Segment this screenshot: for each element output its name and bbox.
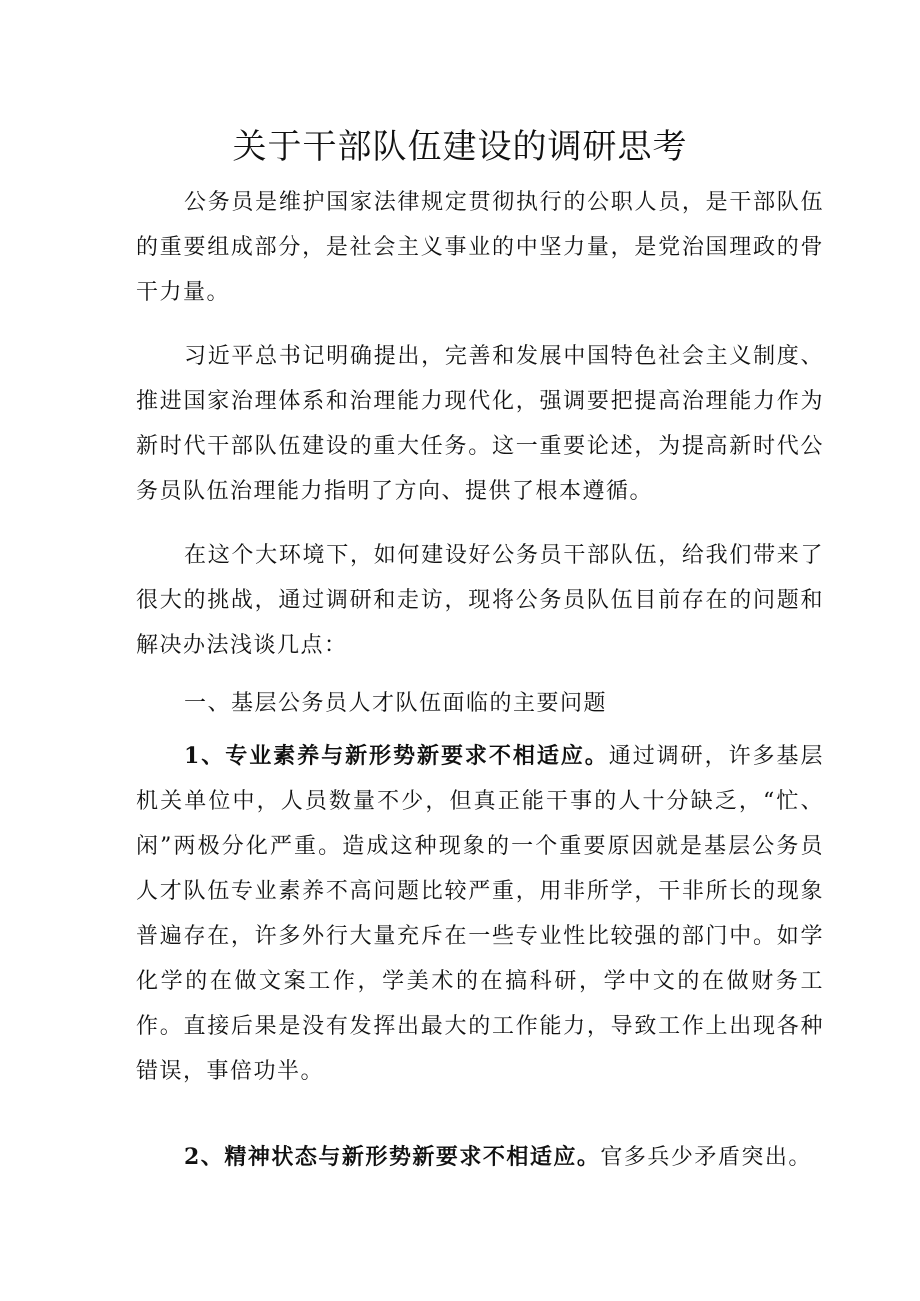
list-item-1 [136,734,824,1094]
document-title: 关于干部队伍建设的调研思考 [232,127,688,167]
paragraph-challenge: 在这个大环境下，如何建设好公务员干部队伍，给我们带来了很大的挑战，通过调研和走访，现将公务员队伍目前存在的问题和解决办法浅谈几点： [136,543,824,658]
paragraph-intro: 公务员是维护国家法律规定贯彻执行的公职人员，是干部队伍的重要组成部分，是社会主义事业的中坚力量，是党治国理政的骨干力量。 [136,190,824,305]
item-number-2: 2、 [184,1144,225,1170]
list-item-2 [136,1135,824,1180]
paragraph-policy: 习近平总书记明确提出，完善和发展中国特色社会主义制度、推进国家治理体系和治理能力现代化，强调要把提高治理能力作为新时代干部队伍建设的重大任务。这一重要论述，为提高新时代公务员队伍治理能力指明了方向、提供了根本遵循。 [136,344,824,504]
item-body-2: 官多兵少矛盾突出。 [600,1145,812,1170]
item-heading-2: 精神状态与新形势新要求不相适应。 [224,1144,601,1170]
item-body-1: 通过调研，许多基层机关单位中，人员数量不少，但真正能干事的人十分缺乏，“忙、闲”两极分化严重。造成这种现象的一个重要原因就是基层公务员人才队伍专业素养不高问题比较严重，用非所学，干非所长的现象普遍存在，许多外行大量充斥在一些专业性比较强的部门中。如学化学的在做文案工作，学美术的在搞科研，学中文的在做财务工作。直接后果是没有发挥出最大的工作能力，导致工作上出现各种错误，事倍功半。 [136,744,824,1084]
item-heading-1: 专业素养与新形势新要求不相适应。 [225,743,609,769]
item-number-1: 1、 [184,743,226,769]
section-heading-1: 一、基层公务员人才队伍面临的主要问题 [184,691,608,716]
